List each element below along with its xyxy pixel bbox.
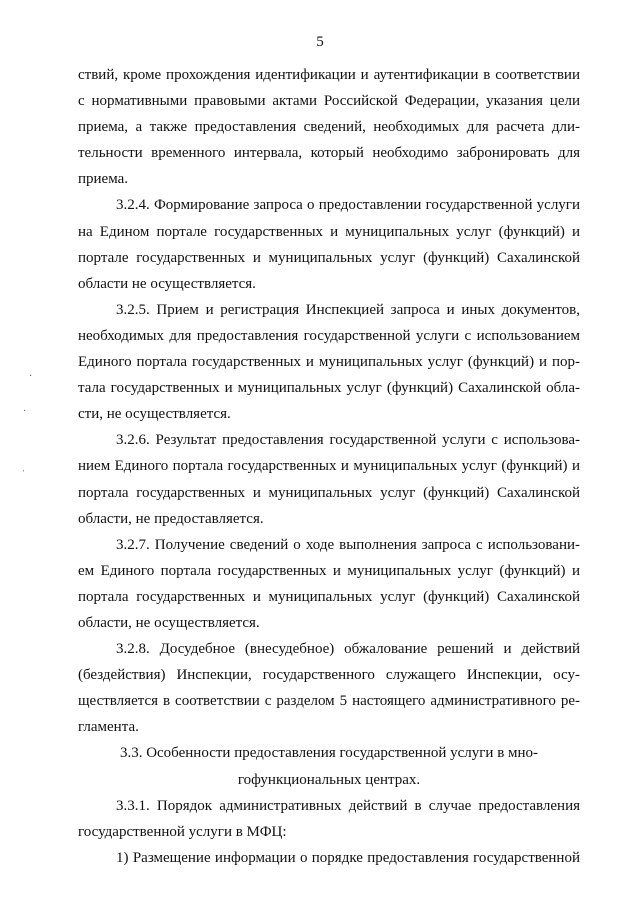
text-line: (бездействия) Инспекции, государственного служащего Инспекции, осу- [78, 667, 580, 684]
document-body [78, 62, 580, 871]
page-number: 5 [316, 34, 324, 50]
text-line: 3.2.8. Досудебное (внесудебное) обжалование решений и действий [116, 641, 580, 658]
section-heading-3-3 [78, 740, 580, 792]
text-line: портала государственных и муниципальных услуг (функций) Сахалинской [78, 484, 580, 501]
text-line: государственной услуги в МФЦ: [78, 823, 287, 840]
text-line: Единого портала государственных и муниципальных услуг (функций) и пор- [78, 354, 580, 371]
text-line: 3.2.4. Формирование запроса о предоставлении государственной услуги [116, 197, 580, 214]
text-line: ем Единого портала государственных и муниципальных услуг (функций) и [78, 562, 580, 579]
paragraph-3-2-5 [78, 297, 580, 427]
scan-speck: · [23, 406, 27, 417]
text-line: области, не осуществляется. [78, 614, 260, 631]
paragraph-3-2-4 [78, 192, 580, 296]
text-line: 3.2.6. Результат предоставления государственной услуги с использова- [116, 432, 580, 449]
text-line: портала государственных и муниципальных услуг (функций) Сахалинской [78, 588, 580, 605]
text-line: 3.2.5. Прием и регистрация Инспекцией запроса и иных документов, [116, 301, 580, 318]
text-line: приема. [78, 171, 129, 188]
scan-speck: · [29, 371, 33, 382]
text-line: нием Единого портала государственных и муниципальных услуг (функций) и [78, 458, 580, 475]
text-line: на Едином портале государственных и муниципальных услуг (функций) и [78, 223, 580, 240]
text-line: портале государственных и муниципальных услуг (функций) Сахалинской [78, 249, 580, 266]
text-line: 3.2.7. Получение сведений о ходе выполнения запроса с использовани- [116, 536, 580, 553]
paragraph-3-2-7 [78, 532, 580, 636]
text-line: сти, не осуществляется. [78, 406, 231, 423]
text-line: области не осуществляется. [78, 275, 256, 292]
heading-line: гофункциональных центрах. [237, 771, 421, 788]
scan-speck: ˌ [22, 461, 26, 472]
text-line: 3.3.1. Порядок административных действий в случае предоставления [116, 797, 580, 814]
text-line: 1) Размещение информации о порядке предоставления государственной [116, 849, 580, 866]
paragraph-3-3-1 [78, 793, 580, 845]
paragraph-item-1 [78, 845, 580, 871]
heading-line: 3.3. Особенности предоставления государственной услуги в мно- [119, 745, 539, 762]
paragraph-3-2-6 [78, 427, 580, 531]
text-line: необходимых для предоставления государственной услуги с использованием [78, 327, 580, 344]
text-line: ствий, кроме прохождения идентификации и аутентификации в соответствии [78, 67, 580, 83]
paragraph-continuation [78, 62, 580, 192]
text-line: с нормативными правовыми актами Российской Федерации, указания цели [78, 93, 580, 110]
text-line: приема, а также предоставления сведений, необходимых для расчета дли- [78, 119, 580, 136]
text-line: ществляется в соответствии с разделом 5 настоящего административного ре- [78, 693, 580, 710]
text-line: гламента. [78, 719, 139, 736]
text-line: области, не предоставляется. [78, 510, 264, 527]
text-line: тельности временного интервала, который необходимо забронировать для [78, 145, 580, 162]
text-line: тала государственных и муниципальных услуг (функций) Сахалинской обла- [78, 380, 580, 397]
paragraph-3-2-8 [78, 636, 580, 740]
